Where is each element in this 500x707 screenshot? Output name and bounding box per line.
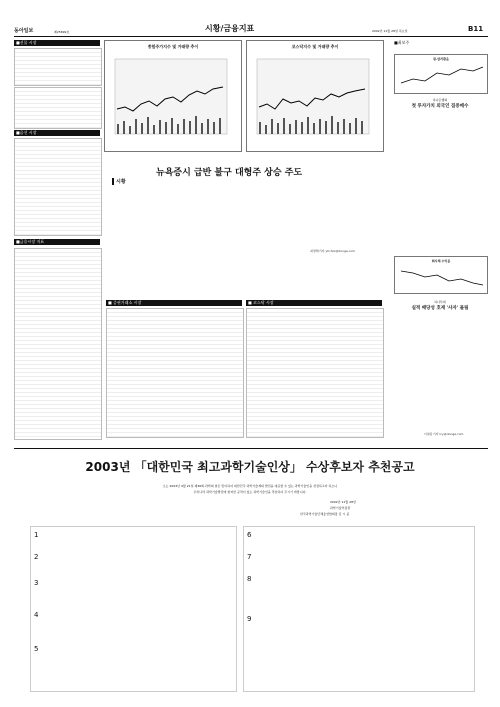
right-byline: 이철용기자 lcy@donga.com [424,432,464,436]
ad-left-text [46,530,230,685]
futures-table-domestic [14,48,102,86]
article-body-col1 [106,186,174,248]
masthead-rule [14,36,488,37]
article-body-col3 [252,186,322,248]
fx-chart [394,54,488,94]
right-subtitle2: 하나투데 [434,300,446,304]
article-kicker: 시황 [112,178,126,185]
right-headline2: 실적 배당성 호재 '사자' 몰림 [411,306,469,311]
options-heading: ■옵션 시장 [14,130,100,136]
financial-indicators-table [14,248,102,440]
kosdaq-market-heading: ■ 코스닥 시장 [246,300,382,306]
kosdaq-chart [246,40,384,152]
yield-chart [394,256,488,294]
page-number: B11 [468,25,484,33]
ad-item-4-number: 4 [34,611,39,619]
article2-body [106,252,382,294]
ad-item-6-number: 6 [247,531,252,539]
right-body2 [394,316,486,432]
fx-chart-title: 원-달러환율 [433,57,449,61]
options-table [14,138,102,236]
article-body-col4 [326,186,382,248]
yield-chart-plot [395,263,487,291]
right-tag: ■최보주 [394,40,410,45]
ad-org2: 한국과학기술단체총연합회장 김 시 중 [300,512,350,516]
kosdaq-chart-title: 코스닥지수 및 거래량 추이 [291,44,339,49]
kosdaq-chart-plot [247,49,383,149]
ad-intro: 오는 2003년 4월 21일 제36회 과학의 날은 맞이하여 대한민국 과학기술계의 발전을 대표할 수 있는 과학기술인을 선정하고자 하오니 [162,484,338,488]
ad-date: 2002년 11월 28일 [330,500,356,504]
ad-intro2: 우리나라 과학기술발전에 현저한 공적이 있는 과학기술인을 추천하여 주시기 바랍니다. [193,490,307,494]
issue-number: 제25899호 [54,30,70,34]
article-byline: 최영해기자 yhchoi@donga.com [310,249,356,253]
article-headline: 뉴욕증시 급반 불구 대형주 상승 주도 [156,168,303,178]
kosdaq-market-table [246,308,384,438]
ad-item-3-number: 3 [34,579,39,587]
kospi-chart-title: 종합주가지수 및 거래량 추이 [147,44,199,49]
kospi-chart-plot [105,49,241,149]
yield-chart-title: 회사채 수익률 [431,259,451,263]
kospi-chart [104,40,242,152]
ad-item-9-number: 9 [247,615,252,623]
ad-item-1-number: 1 [34,531,39,539]
ad-item-2-number: 2 [34,553,39,561]
fx-chart-plot [395,61,487,91]
right-headline1: 첫 투자가치 외국인 집중매수 [411,104,469,109]
right-subtitle1: 하나은행의 [432,98,448,102]
futures-table-foreign [14,87,102,129]
futures-heading: ■선물 시장 [14,40,100,46]
issue-date: 2002년 11월 28일 목요일 [372,29,408,33]
right-body1 [394,114,486,252]
exchange-market-table [106,308,244,438]
section-title: 시황/금융지표 [205,24,255,33]
exchange-market-heading: ■ 증권거래소 시장 [106,300,242,306]
ad-item-5-number: 5 [34,645,39,653]
paper-name: 동아일보 [14,28,34,34]
ad-right-text [259,530,467,685]
financial-indicators-heading: ■금융시장 지표 [14,239,100,245]
ad-org1: 과학기술부장관 [330,506,351,510]
article-body-col2 [178,186,248,248]
ad-item-8-number: 8 [247,575,252,583]
ad-item-7-number: 7 [247,553,252,561]
ad-title: 2003년 「대한민국 최고과학기술인상」 수상후보자 추천공고 [85,460,415,474]
ad-top-rule [14,448,488,449]
